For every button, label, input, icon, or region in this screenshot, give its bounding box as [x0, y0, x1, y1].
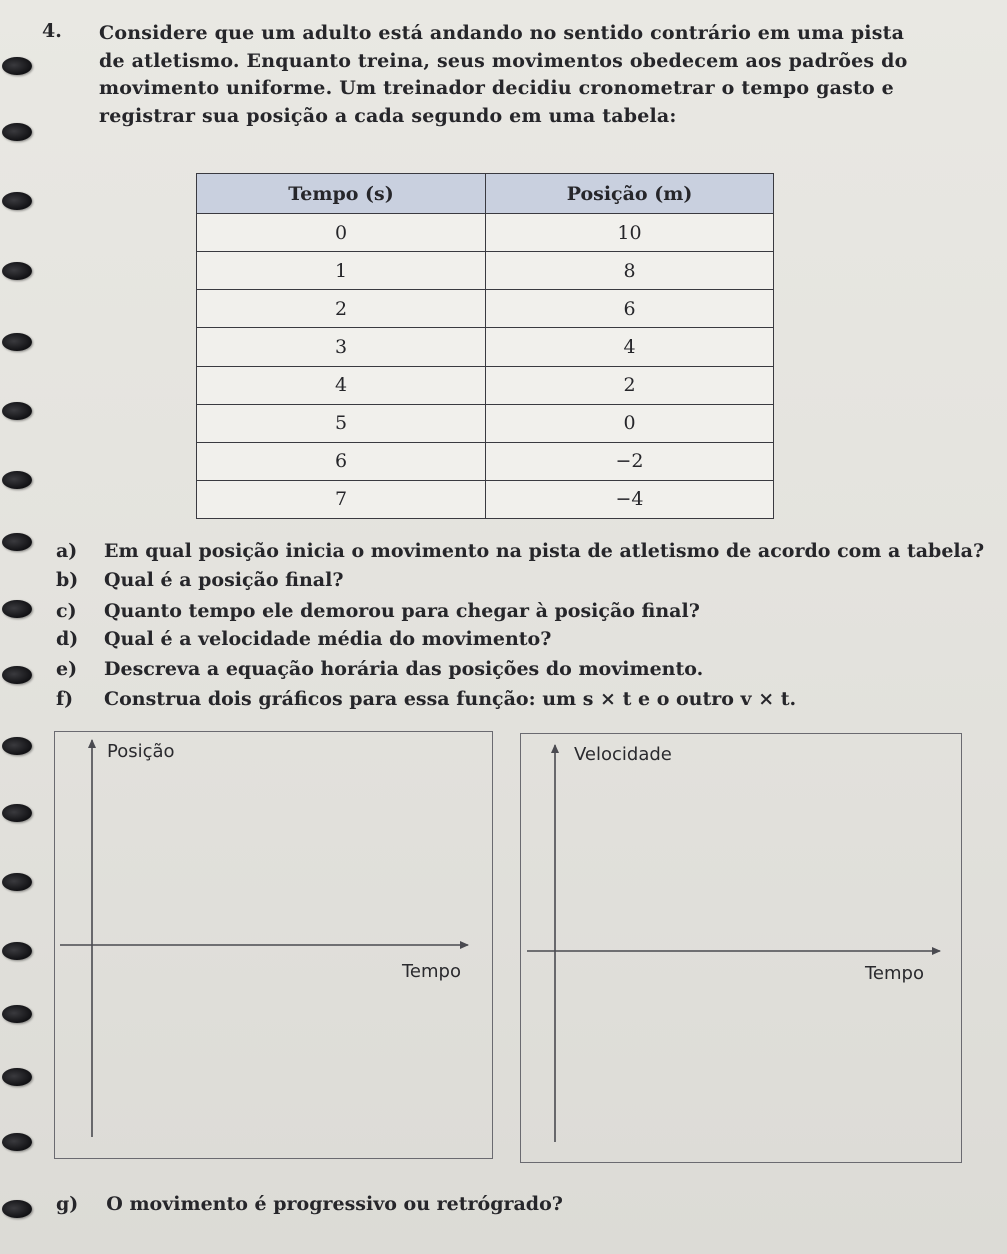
item-text: Construa dois gráficos para essa função: um s × t e o outro v × t.: [104, 688, 797, 710]
table-cell-position: 6: [486, 290, 774, 328]
table-cell-time: 1: [197, 252, 486, 290]
item-text: Em qual posição inicia o movimento na pista de atletismo de acordo com a tabela?: [104, 540, 985, 562]
item-text: Quanto tempo ele demorou para chegar à posição final?: [104, 600, 700, 622]
table-cell-time: 2: [197, 290, 486, 328]
table-cell-position: 0: [486, 404, 774, 442]
item-letter: a): [56, 540, 78, 562]
table-cell-time: 6: [197, 442, 486, 480]
question-number: 4.: [42, 20, 62, 42]
table-header-position: Posição (m): [486, 174, 774, 214]
table-cell-position: 10: [486, 214, 774, 252]
item-letter: b): [56, 569, 79, 591]
item-text: Descreva a equação horária das posições do movimento.: [104, 658, 704, 680]
table-cell-position: 8: [486, 252, 774, 290]
table-cell-position: 2: [486, 366, 774, 404]
item-text: Qual é a velocidade média do movimento?: [104, 628, 552, 650]
item-letter: f): [56, 688, 74, 710]
table-cell-time: 7: [197, 480, 486, 518]
item-letter: g): [56, 1193, 79, 1215]
table-header-time: Tempo (s): [197, 174, 486, 214]
question-item-g: [56, 1193, 563, 1215]
table-cell-time: 5: [197, 404, 486, 442]
table-cell-position: 4: [486, 328, 774, 366]
item-letter: e): [56, 658, 78, 680]
time-axis-label-right: Tempo: [865, 963, 924, 984]
position-axis-label: Posição: [107, 741, 175, 762]
table-cell-time: 4: [197, 366, 486, 404]
item-text: O movimento é progressivo ou retrógrado?: [106, 1193, 563, 1215]
table-cell-time: 0: [197, 214, 486, 252]
item-letter: d): [56, 628, 79, 650]
velocity-axis-label: Velocidade: [574, 744, 672, 765]
table-cell-position: −4: [486, 480, 774, 518]
time-axis-label-left: Tempo: [402, 961, 461, 982]
table-cell-position: −2: [486, 442, 774, 480]
table-cell-time: 3: [197, 328, 486, 366]
item-letter: c): [56, 600, 77, 622]
question-intro: Considere que um adulto está andando no sentido contrário em uma pista de atletismo. Enquanto treina, seus movimentos obedecem aos padrões do movimento uniforme. Um treinador decidiu cronometrar o tempo gasto e registrar sua posição a cada segundo em uma tabela:: [99, 22, 908, 127]
item-text: Qual é a posição final?: [104, 569, 344, 591]
